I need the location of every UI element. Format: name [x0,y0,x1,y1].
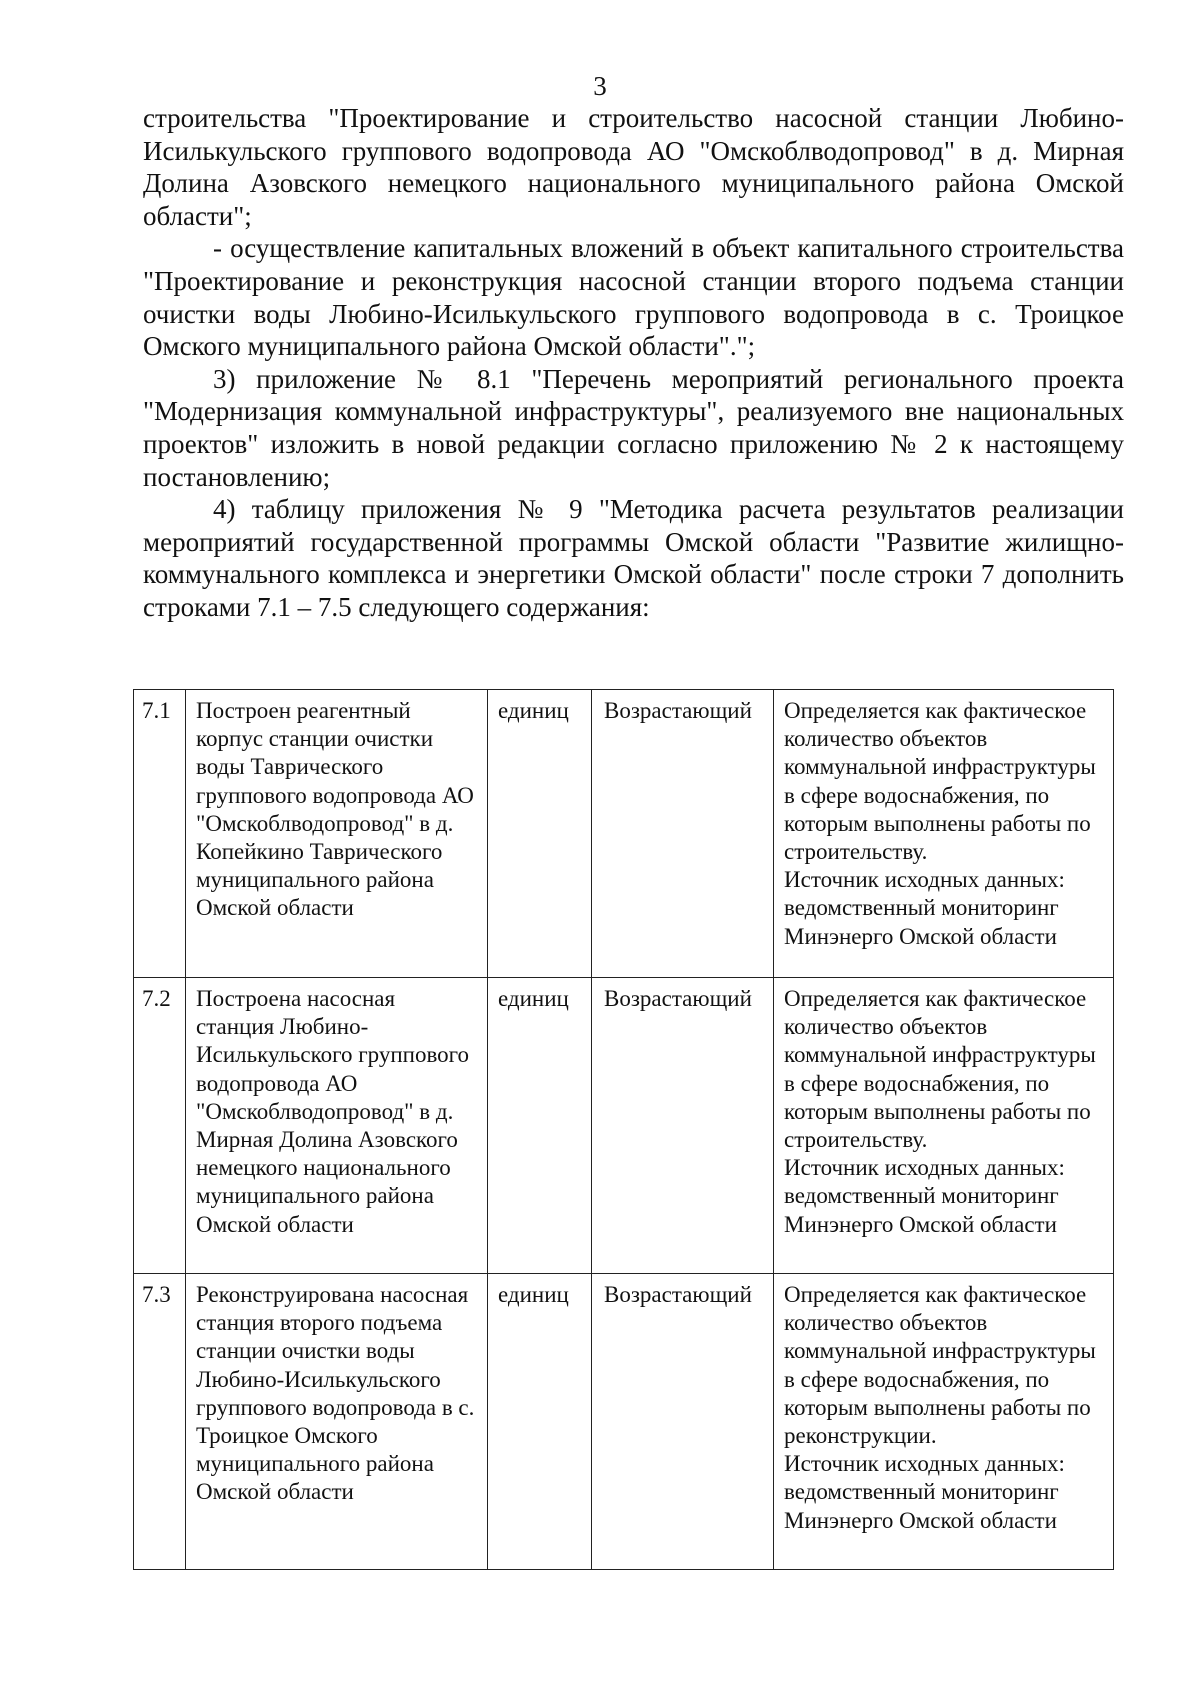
method-description: Определяется как фактическое количество объектов коммунальной инфраструктуры в сфере водоснабжения, по которым выполнены работы по строительству. [784,986,1096,1153]
unit-of-measure: единиц [488,690,592,978]
table-row [134,1274,1114,1570]
result-name: Построена насосная станция Любино-Исилькульского группового водопровода АО "Омскоблводопровод" в д. Мирная Долина Азовского немецкого национального муниципального района Омской области [186,978,488,1274]
calculation-method [774,690,1114,978]
paragraph-capital-investment: - осуществление капитальных вложений в объект капитального строительства "Проектирование и реконструкция насосной станции второго подъема станции очистки воды Любино-Исилькульского группового водопровода в с. Троицкое Омского муниципального района Омской области"."; [143,233,1124,362]
unit-of-measure: единиц [488,978,592,1274]
calculation-method [774,1274,1114,1570]
method-description: Определяется как фактическое количество объектов коммунальной инфраструктуры в сфере водоснабжения, по которым выполнены работы по строительству. [784,698,1096,865]
table-row [134,978,1114,1274]
result-name: Построен реагентный корпус станции очистки воды Таврического группового водопровода АО "Омскоблводопровод" в д. Копейкино Таврического муниципального района Омской области [186,690,488,978]
trend-type: Возрастающий [592,1274,774,1570]
table-row [134,690,1114,978]
trend-type: Возрастающий [592,978,774,1274]
calculation-method [774,978,1114,1274]
row-number: 7.2 [134,978,186,1274]
page-number: 3 [593,71,607,101]
row-number: 7.1 [134,690,186,978]
paragraph-item-3: 3) приложение № 8.1 "Перечень мероприятий регионального проекта "Модернизация коммунальной инфраструктуры", реализуемого вне национальных проектов" изложить в новой редакции согласно приложению № 2 к настоящему постановлению; [143,363,1124,492]
methodology-table [133,689,1114,1570]
unit-of-measure: единиц [488,1274,592,1570]
paragraph-continuation: строительства "Проектирование и строительство насосной станции Любино-Исилькульского группового водопровода АО "Омскоблводопровод" в д. Мирная Долина Азовского немецкого национального муниципального района Омской области"; [143,103,1124,231]
results-table [133,689,1113,1570]
trend-type: Возрастающий [592,690,774,978]
row-number: 7.3 [134,1274,186,1570]
paragraph-item-4: 4) таблицу приложения № 9 "Методика расчета результатов реализации мероприятий государственной программы Омской области "Развитие жилищно-коммунального комплекса и энергетики Омской области" после строки 7 дополнить строками 7.1 – 7.5 следующего содержания: [143,494,1124,622]
document-body [143,102,1124,624]
data-source: Источник исходных данных: ведомственный мониторинг Минэнерго Омской области [784,1451,1065,1533]
method-description: Определяется как фактическое количество объектов коммунальной инфраструктуры в сфере водоснабжения, по которым выполнены работы по реконструкции. [784,1282,1096,1449]
data-source: Источник исходных данных: ведомственный мониторинг Минэнерго Омской области [784,1155,1065,1237]
data-source: Источник исходных данных: ведомственный мониторинг Минэнерго Омской области [784,867,1065,949]
result-name: Реконструирована насосная станция второго подъема станции очистки воды Любино-Исилькульского группового водопровода в с. Троицкое Омского муниципального района Омской области [186,1274,488,1570]
